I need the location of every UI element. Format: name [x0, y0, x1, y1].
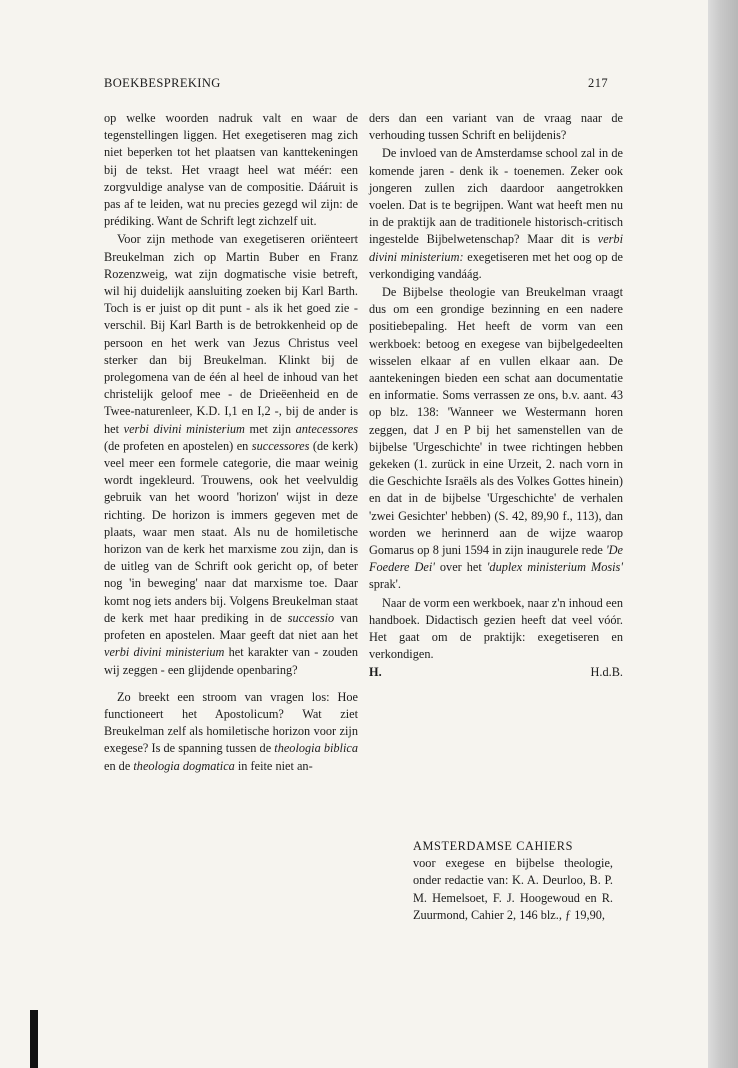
text-run: exegetiseren met het oog op de verkondiging vandáág. — [369, 249, 623, 281]
text-run: Voor zijn methode van exegetiseren oriënteert Breukelman zich op Martin Buber en Franz Rozenzweig, wat zijn dogmatische visie betreft, wil hij duidelijk aansluiting zoeken bij Karl Barth. Toch is er juist op dit punt - als ik het goed zie - verschil. Bij Karl Barth is de betrokkenheid op de persoon en het werk van Jezus Christus veel sterker dan bij Breukelman. Klinkt bij de prolegomena van de één al heel de inhoud van het christelijk geloof mee - de Drieëenheid en de Twee-naturenleer, K.D. I,1 en I,2 -, bij de ander is het — [104, 232, 358, 436]
italic-term: successio — [287, 610, 335, 625]
italic-term: verbi divini ministerium — [104, 645, 225, 660]
italic-term: theologia dogmatica — [133, 758, 235, 773]
left-column — [104, 110, 358, 775]
binding-mark — [30, 1010, 38, 1068]
signoff — [369, 664, 623, 681]
italic-term: 'duplex ministerium Mosis' — [486, 560, 623, 575]
paragraph: Naar de vorm een werkboek, naar z'n inhoud een handboek. Didactisch gezien heeft dat veel vóór. Het gaat om de praktijk: exegetiseren en verkondigen. — [369, 595, 623, 662]
text-run: (de profeten en apostelen) en — [104, 438, 252, 453]
paragraph — [104, 689, 358, 775]
text-run: over het — [434, 560, 487, 575]
text-run: sprak'. — [369, 577, 401, 592]
section-title: BOEKBESPREKING — [104, 76, 221, 90]
text-run: (de kerk) veel meer een formele categorie, die maar weinig wordt ingekleurd. Trouwens, ook het veelvuldig gebruik van het woord 'horizon' wijst in deze richting. De horizon is immers gegeven met de plaats, waar men staat. Als nu de homiletische horizon van de kerk het marxisme zou zijn, dan is de uitleg van de Schrift ook gericht op, of beter nog 'in beweging' naar dat marxisme toe. Daar komt nog iets anders bij. Volgens Breukelman staat de kerk met haar prediking in de — [104, 438, 358, 625]
text-run: en de — [104, 758, 134, 773]
italic-term: successores — [251, 438, 310, 453]
notice-body: voor exegese en bijbelse theologie, onder redactie van: K. A. Deurloo, B. P. M. Hemelsoet, F. J. Hoogewoud en R. Zuurmond, Cahier 2, 146 blz., ƒ 19,90, — [413, 856, 613, 922]
paragraph — [369, 145, 623, 283]
paragraph: op welke woorden nadruk valt en waar de tegenstellingen liggen. Het exegetiseren mag zich niet beperken tot het plaatsen van kanttekeningen bij de tekst. Het vraagt heel wat méér: een zorgvuldige analyse van de compositie. Dááruit is pas af te leiden, wat nu precies gezegd wil zijn: de prédiking. Want de Schrift legt zichzelf uit. — [104, 111, 358, 229]
italic-term: 'De Foedere Dei' — [369, 543, 623, 575]
text-run: het karakter van - zouden wij zeggen - een glijdende openbaring? — [104, 645, 359, 677]
text-run: van profeten en apostelen. Maar geeft dat niet aan het — [104, 610, 358, 643]
italic-term: antecessores — [295, 421, 358, 436]
text-run: met zijn — [244, 421, 296, 436]
right-column — [369, 110, 623, 681]
italic-term: verbi divini ministerium: — [369, 232, 624, 264]
text-run: Zo breekt een stroom van vragen los: Hoe functioneert het Apostolicum? Wat ziet Breukelman zelf als homiletische horizon voor zijn exegese? Is de spanning tussen de — [104, 689, 358, 756]
paragraph — [104, 231, 358, 678]
text-run: De invloed van de Amsterdamse school zal in de komende jaren - denk ik - toenemen. Zeker ook jongeren zullen zich daardoor aangetrokken voelen. Dat is te begrijpen. Want wat heeft men nu in de praktijk aan de traditionele historisch-critisch ingestelde Bijbelwetenschap? Maar dit is — [369, 146, 623, 247]
signoff-author: H.d.B. — [590, 664, 623, 679]
text-run: De Bijbelse theologie van Breukelman vraagt dus om een grondige bezinning en een nadere positiebepaling. Het heeft de vorm van een werkboek: betoog en exegese van bijbelgedeelten wisselen elkaar af en vullen elkaar aan. De aantekeningen bieden een schat aan documentatie en informatie. Soms verrassen ze ons, b.v. aant. 43 op blz. 138: 'Wanneer we Westermann horen zeggen, dat J en P bij het samenstellen van de bijbelse 'Urgeschichte' in twee richtingen hebben gekeken (1. zurück in eine Urzeit, 2. nach vorn in die Geschichte Israëls als des Volkes Gottes hinein) en dat in de bijbelse 'Urgeschichte' de verhalen 'zwei Gesichter' hebben) (S. 42, 89,90 f., 113), dan worden we herinnerd aan de wijze waarop Gomarus op 8 juni 1594 in zijn inaugurele rede — [369, 285, 623, 558]
paragraph: ders dan een variant van de vraag naar de verhouding tussen Schrift en belijdenis? — [369, 111, 623, 143]
signoff-initial: H. — [369, 664, 382, 679]
italic-term: theologia biblica — [274, 741, 358, 756]
notice-heading: AMSTERDAMSE CAHIERS — [413, 839, 574, 853]
text-run: in feite niet an- — [234, 758, 313, 773]
book-notice — [413, 838, 613, 924]
page-edge-shadow — [708, 0, 738, 1068]
paragraph — [369, 284, 623, 594]
italic-term: verbi divini ministerium — [123, 421, 245, 436]
page-number: 217 — [588, 76, 608, 90]
